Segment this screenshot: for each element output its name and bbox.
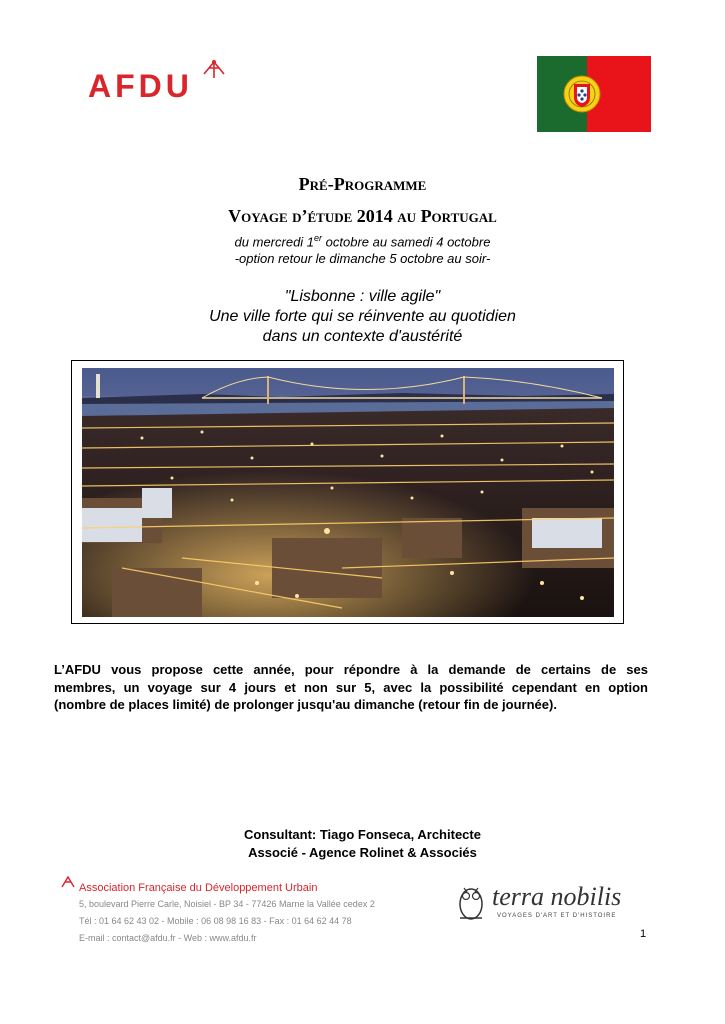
consultant-line: Associé - Agence Rolinet & Associés	[248, 844, 477, 860]
intro-line: (nombre de places limité) de prolonger jusqu'au dimanche (retour fin de journée).	[54, 697, 557, 712]
page-number: 1	[640, 928, 647, 940]
logo-text: AFDU	[88, 68, 193, 104]
flag-emblem-icon	[561, 73, 603, 115]
intro-paragraph	[54, 661, 648, 714]
association-phones: Tél : 01 64 62 43 02 - Mobile : 06 08 98 16 83 - Fax : 01 64 62 44 78	[79, 916, 352, 926]
terra-nobilis-logo	[452, 880, 632, 930]
association-contact: E-mail : contact@afdu.fr - Web : www.afdu.fr	[79, 933, 257, 943]
dates-line1-post: octobre au samedi 4 octobre	[322, 234, 491, 250]
dates-line1-sup: er	[314, 233, 323, 243]
trip-theme	[0, 287, 725, 347]
association-address: 5, boulevard Pierre Carle, Noisiel - BP 34 - 77426 Marne la Vallée cedex 2	[79, 899, 375, 909]
association-footer	[60, 875, 440, 945]
intro-line: membres, un voyage sur 4 jours et non sur 5, avec la possibilité cependant en option	[54, 679, 648, 695]
dates-line1-pre: du mercredi 1	[234, 234, 315, 250]
logo-mark-icon	[200, 58, 228, 80]
association-name: Association Française du Développement Urbain	[79, 882, 318, 894]
document-subtitle: Voyage d’étude 2014 au Portugal	[228, 206, 497, 226]
theme-line: "Lisbonne : ville agile"	[284, 288, 441, 305]
dates-line2: -option retour le dimanche 5 octobre au soir-	[234, 251, 491, 267]
theme-line: dans un contexte d'austérité	[262, 328, 463, 345]
consultant-block	[0, 826, 725, 861]
intro-line: L’AFDU vous propose cette année, pour répondre à la demande de certains de ses	[54, 662, 648, 677]
afdu-mark-icon	[60, 875, 76, 889]
owl-icon	[452, 880, 490, 922]
partner-tagline: VOYAGES D'ART ET D'HISTOIRE	[497, 913, 617, 919]
theme-line: Une ville forte qui se réinvente au quotidien	[209, 308, 516, 325]
trip-dates	[0, 230, 725, 267]
partner-name: terra nobilis	[492, 882, 622, 911]
afdu-logo	[88, 58, 228, 104]
consultant-line: Consultant: Tiago Fonseca, Architecte	[244, 827, 481, 842]
document-title: Pré-Programme	[298, 174, 427, 194]
lisbon-night-photo	[82, 368, 614, 617]
portugal-flag	[537, 56, 651, 132]
photo-frame	[71, 360, 624, 624]
